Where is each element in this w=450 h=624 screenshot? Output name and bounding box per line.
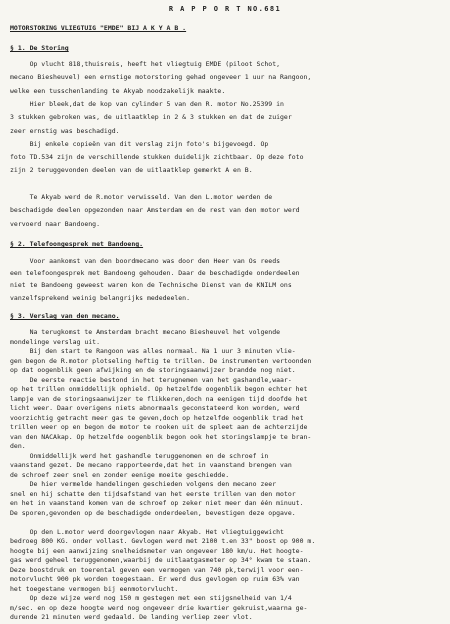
text-line: op dat oogenblik geen afwijking en de storingsaanwijzer brandde nog niet. bbox=[10, 366, 296, 374]
text-line: Op vlucht 818,thuisreis, heeft het vliegtuig EMDE (piloot Schot, bbox=[10, 60, 281, 68]
text-line: en het in vaanstand komen van de schroef op zeker niet meer dan één minuut. bbox=[10, 499, 304, 507]
text-line: voorzichtig getracht meer gas te geven,doch op hetzelfde oogenblik trad het bbox=[10, 413, 304, 422]
text-line: Bij enkele copieën van dit verslag zijn foto's bijgevoegd. Op bbox=[10, 139, 269, 148]
text-line: de schroef zeer snel en zonder eenige moeite geschiedde. bbox=[10, 470, 230, 479]
text-line: bedroeg 800 KG. onder vollast. Gevlogen werd met 2100 t.en 33" boost op 900 m. bbox=[10, 537, 316, 545]
text-line: den. bbox=[10, 442, 26, 450]
text-line: Op den L.motor werd doorgevlogen naar Akyab. Het vliegtuiggewicht bbox=[10, 527, 284, 536]
section-3-heading: § 3. Verslag van den mecano. bbox=[10, 312, 120, 320]
text-line: gen begon de R.motor plotseling heftig te trillen. De instrumenten vertoonden bbox=[10, 356, 312, 365]
text-line: Onmiddellijk werd het gashandle teruggenomen en de schroef in bbox=[10, 451, 269, 460]
text-line: Voor aankomst van den boordmecano was door den Heer van Os reeds bbox=[10, 257, 281, 265]
section-2-heading: § 2. Telefoongesprek met Bandoeng. bbox=[10, 240, 144, 248]
text-line: een telefoongesprek met Bandoeng gehouden. Daar de beschadigde onderdeelen bbox=[10, 269, 300, 278]
text-line: motorvlucht 900 pk worden toegestaan. Er werd dus gevlogen op ruim 63% van bbox=[10, 575, 300, 583]
text-line: vanzelfsprekend weinig belangrijks mededeelen. bbox=[10, 293, 191, 302]
text-line: van den NACAkap. Op hetzelfde oogenblik begon ook het storingslampje te bran- bbox=[10, 432, 312, 441]
text-line: Bij den start te Rangoon was alles normaal. Na 1 uur 3 minuten vlie- bbox=[10, 347, 296, 355]
text-line: De sporen,gevonden op de beschadigde onderdeelen, bevestigen deze opgave. bbox=[10, 508, 296, 517]
text-line: niet te Bandoeng geweest waren kon de Technische Dienst van de KNILM ons bbox=[10, 281, 292, 290]
text-line: hoogte bij een aanwijzing snelheidsmeter van ongeveer 180 km/u. Het hoogte- bbox=[10, 546, 304, 555]
text-line: Hier bleek,dat de kop van cylinder 5 van den R. motor No.25399 in bbox=[10, 99, 284, 108]
text-line: zijn 2 teruggevonden deelen van de uitlaatklep gemerkt A en B. bbox=[10, 166, 253, 175]
report-number: R A P P O R T NO.681 bbox=[168, 5, 282, 13]
text-line: op het trillen onmiddellijk ophield. Op hetzelfde oogenblik begon echter het bbox=[10, 385, 308, 393]
text-line: trillen weer op en begon de motor te rooken uit de spleet aan de achterzijde bbox=[10, 423, 308, 431]
text-line: het toegestane vermogen bij eenmotorvlucht. bbox=[10, 584, 179, 593]
text-line: gas werd geheel teruggenomen,waarbij de uitlaatgasmeter op 34° kwam te staan. bbox=[10, 556, 312, 564]
text-line: De eerste reactie bestond in het terugnemen van het gashandle,waar- bbox=[10, 375, 292, 384]
text-line: lampje van de storingsaanwijzer te flikkeren,doch na eenigen tijd doofde het bbox=[10, 394, 308, 403]
text-line: vaanstand gezet. De mecano rapporteerde,dat het in vaanstand brengen van bbox=[10, 461, 292, 469]
text-line: snel en hij schatte den tijdsafstand van het eerste trillen van den motor bbox=[10, 489, 296, 498]
text-line: 3 stukken gebroken was, de uitlaatklep in 2 & 3 stukken en dat de zuiger bbox=[10, 113, 292, 122]
text-line: licht weer. Daar overigens niets abnormaals geconstateerd kon worden, werd bbox=[10, 404, 300, 412]
text-line: m/sec. en op deze hoogte werd nog ongeveer drie kwartier gekruist,waarna ge- bbox=[10, 603, 308, 612]
text-line: mondelinge verslag uit. bbox=[10, 337, 101, 346]
text-line: Deze boostdruk en toerental geven een vermogen van 740 pk,terwijl voor een- bbox=[10, 565, 304, 574]
text-line: zeer ernstig was beschadigd. bbox=[10, 126, 120, 135]
section-1-heading: § 1. De Storing bbox=[10, 44, 69, 52]
report-title: MOTORSTORING VLIEGTUIG "EMDE" BIJ A K Y A B . bbox=[10, 24, 187, 32]
text-line: De hier vermelde handelingen geschieden volgens den mecano zeer bbox=[10, 480, 277, 488]
text-line: Te Akyab werd de R.motor verwisseld. Van den L.motor werden de bbox=[10, 193, 273, 201]
text-line: mecano Biesheuvel) een ernstige motorstoring gehad ongeveer 1 uur na Rangoon, bbox=[10, 73, 312, 82]
text-line: vervoerd naar Bandoeng. bbox=[10, 219, 101, 228]
text-line: beschadigde deelen opgezonden naar Amsterdam en de rest van den motor werd bbox=[10, 206, 300, 215]
text-line: foto TD.534 zijn de verschillende stukken duidelijk zichtbaar. Op deze foto bbox=[10, 153, 304, 162]
text-line: welke een tusschenlanding te Akyab noodzakelijk maakte. bbox=[10, 86, 226, 95]
text-line: durende 21 minuten werd gedaald. De landing verliep zeer vlot. bbox=[10, 613, 253, 621]
text-line: Op deze wijze werd nog 150 m gestegen met een stijgsnelheid van 1/4 bbox=[10, 594, 292, 602]
text-line: Na terugkomst te Amsterdam bracht mecano Biesheuvel het volgende bbox=[10, 328, 281, 336]
